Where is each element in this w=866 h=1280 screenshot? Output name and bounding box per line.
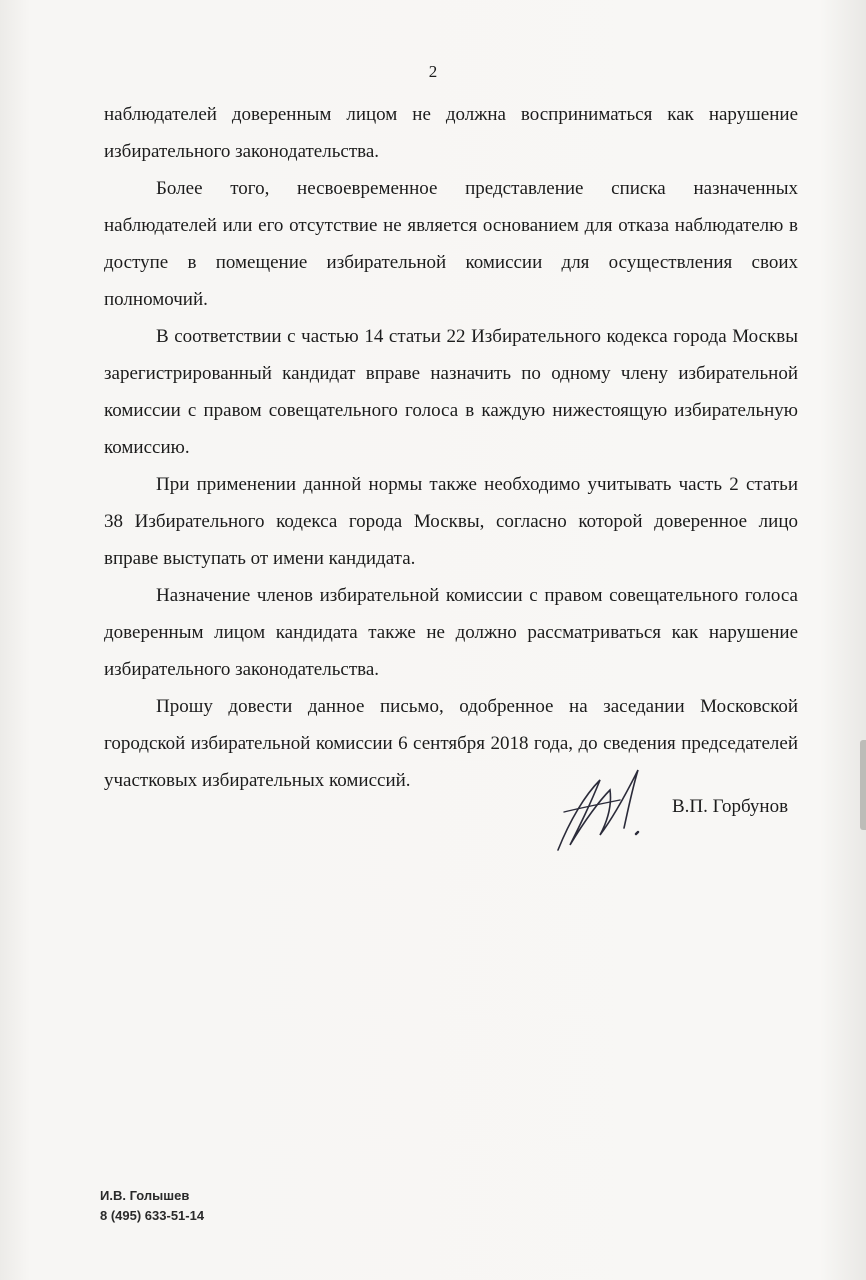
paragraph: Назначение членов избирательной комиссии с правом совещательного голоса доверенным лицом кандидата также не должно рассматриваться как нарушение избирательного законодательства. [104,585,798,680]
paragraph: При применении данной нормы также необходимо учитывать часть 2 статьи 38 Избирательного кодекса города Москвы, согласно которой доверенное лицо вправе выступать от имени кандидата. [104,474,798,569]
handwritten-signature [540,750,670,870]
paragraph: Прошу довести данное письмо, одобренное на заседании Московской городской избирательной комиссии 6 сентября 2018 года, до сведения председателей участковых избирательных комиссий. [104,696,798,791]
letter-body [104,96,798,799]
paragraph: В соответствии с частью 14 статьи 22 Избирательного кодекса города Москвы зарегистрированный кандидат вправе назначить по одному члену избирательной комиссии с правом совещательного голоса в каждую нижестоящую избирательную комиссию. [104,326,798,458]
signature-block [540,750,830,870]
contact-phone: 8 (495) 633-51-14 [100,1208,205,1223]
paragraph: наблюдателей доверенным лицом не должна восприниматься как нарушение избирательного законодательства. [104,104,798,162]
contact-person: И.В. Голышев [100,1188,190,1203]
paragraph: Более того, несвоевременное представление списка назначенных наблюдателей или его отсутствие не является основанием для отказа наблюдателю в доступе в помещение избирательной комиссии для осуществления своих полномочий. [104,178,798,310]
contact-info [100,1186,204,1226]
scan-edge-mark [860,740,866,830]
signer-name: В.П. Горбунов [672,796,789,817]
page-number: 2 [428,62,438,81]
